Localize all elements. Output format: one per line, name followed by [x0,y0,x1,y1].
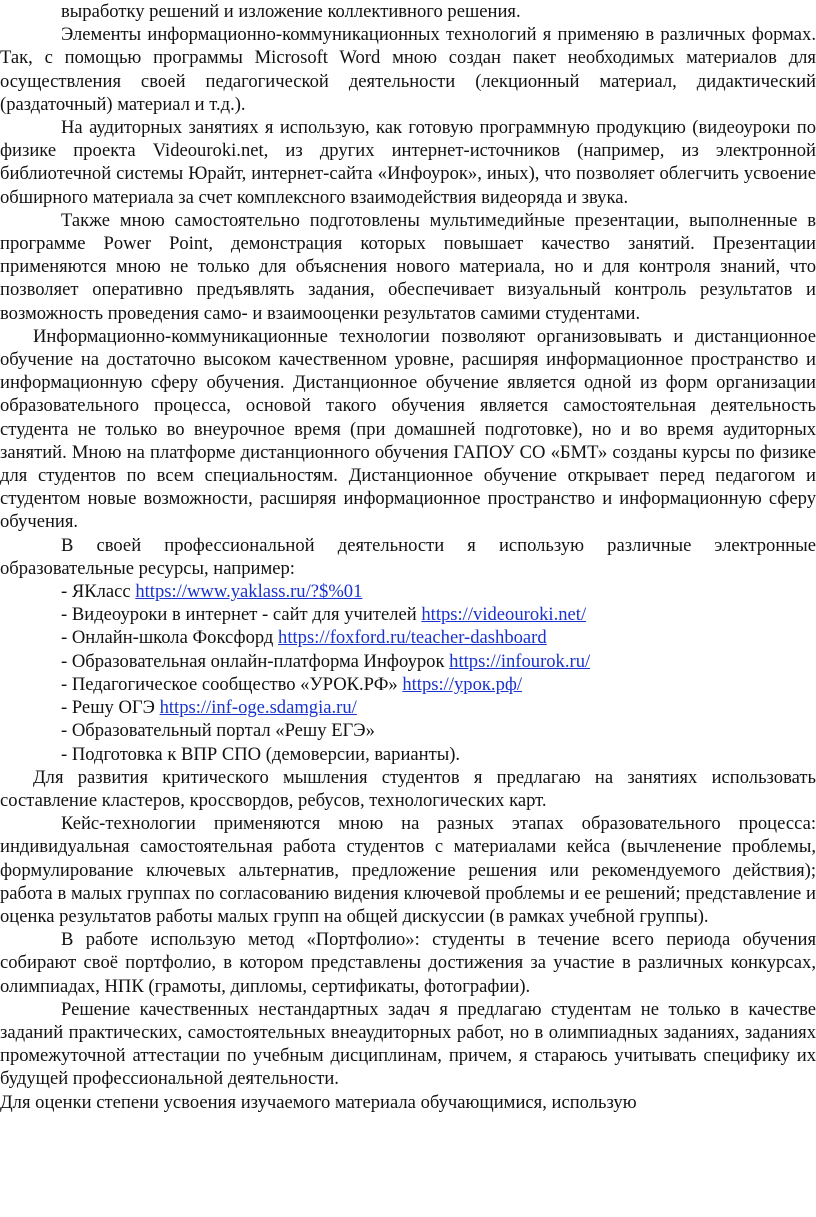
resource-link-videouroki[interactable]: https://videouroki.net/ [421,604,587,626]
paragraph-video-lessons: На аудиторных занятиях я использую, как готовую программную продукцию (видеоуроки по физике проекта Videouroki.net, из других интернет-источников (например, из электронной библиотечной системы Юрайт, интернет-сайта «Инфоурок», иных), что позволяет облегчить усвоение обширного материала за счет комплексного взаимодействия видеоряда и звука. [0,117,816,208]
resource-label: - Подготовка к ВПР СПО (демоверсии, варианты). [61,743,461,765]
resource-link-reshu-oge[interactable]: https://inf-oge.sdamgia.ru/ [159,697,357,719]
resource-label: - Решу ОГЭ [61,697,160,719]
resource-link-urok-rf[interactable]: https://урок.рф/ [402,673,523,695]
resource-label: - Педагогическое сообщество «УРОК.РФ» [61,673,403,695]
list-item [0,673,816,696]
paragraph-distance-learning: Информационно-коммуникационные технологии позволяют организовывать и дистанционное обучение на достаточно высоком качественном уровне, расширяя информационное пространство и информационную сферу обучения. Дистанционное обучение является одной из форм организации образовательного процесса, основой такого обучения является самостоятельная деятельность студента не только во внеурочное время (при домашней подготовке), но и во время аудиторных занятий. Мною на платформе дистанционного обучения ГАПОУ СО «БМТ» созданы курсы по физике для студентов по всем специальностям. Дистанционное обучение открывает перед педагогом и студентом новые возможности, расширяя информационное пространство и информационную сферу обучения. [0,325,816,533]
list-item [0,626,816,649]
list-item [0,743,816,766]
resource-link-yaklass[interactable]: https://www.yaklass.ru/?$%01 [135,581,363,603]
resource-label: - Онлайн-школа Фоксфорд [61,627,279,649]
resource-link-foxford[interactable]: https://foxford.ru/teacher-dashboard [278,627,547,649]
paragraph-critical-thinking: Для развития критического мышления студентов я предлагаю на занятиях использовать составление кластеров, кроссвордов, ребусов, технологических карт. [0,766,816,811]
paragraph-portfolio: В работе использую метод «Портфолио»: студенты в течение всего периода обучения собирают своё портфолио, в котором представлены достижения за участие в различных конкурсах, олимпиадах, НПК (грамоты, дипломы, сертификаты, фотографии). [0,929,816,997]
paragraph-ict-forms: Элементы информационно-коммуникационных технологий я применяю в различных формах. Так, с помощью программы Microsoft Word мною создан пакет необходимых материалов для осуществления своей педагогической деятельности (лекционный материал, дидактический (раздаточный) материал и т.д.). [0,24,816,115]
paragraph-case-technologies: Кейс-технологии применяются мною на разных этапах образовательного процесса: индивидуальная самостоятельная работа студентов с материалами кейса (вычленение проблемы, формулирование ключевых альтернатив, предложение решения или рекомендуемого действия); работа в малых группах по согласованию видения ключевой проблемы и ее решений; представление и оценка результатов работы малых групп на общей дискуссии (в рамках учебной группы). [0,813,816,927]
list-item [0,580,816,603]
paragraph-presentations: Также мною самостоятельно подготовлены мультимедийные презентации, выполненные в программе Power Point, демонстрация которых повышает качество занятий. Презентации применяются мною не только для объяснения нового материала, но и для контроля знаний, что позволяет оперативно предъявлять задания, обеспечивает визуальный контроль результатов и возможность проведения само- и взаимооценки результатов самими студентами. [0,209,816,324]
paragraph-intro-end: выработку решений и изложение коллективного решения. [61,1,521,22]
list-item [0,696,816,719]
list-item [0,650,816,673]
resource-label: - Образовательная онлайн-платформа Инфоурок [61,650,450,672]
paragraph-resources-intro: В своей профессиональной деятельности я использую различные электронные образовательные ресурсы, например: [0,534,816,579]
paragraph-assessment: Для оценки степени усвоения изучаемого материала обучающимися, использую [0,1091,637,1113]
resource-label: - ЯКласс [61,581,136,603]
resource-label: - Образовательный портал «Решу ЕГЭ» [61,720,375,742]
resource-list [0,580,816,766]
resource-link-infourok[interactable]: https://infourok.ru/ [449,650,591,672]
list-item [0,719,816,742]
resource-label: - Видеоуроки в интернет - сайт для учителей [61,604,422,626]
list-item [0,603,816,626]
paragraph-qualitative-tasks: Решение качественных нестандартных задач я предлагаю студентам не только в качестве заданий практических, самостоятельных внеаудиторных работ, но в олимпиадных заданиях, заданиях промежуточной аттестации по учебным дисциплинам, причем, я стараюсь учитывать специфику их будущей профессиональной деятельности. [0,998,816,1090]
